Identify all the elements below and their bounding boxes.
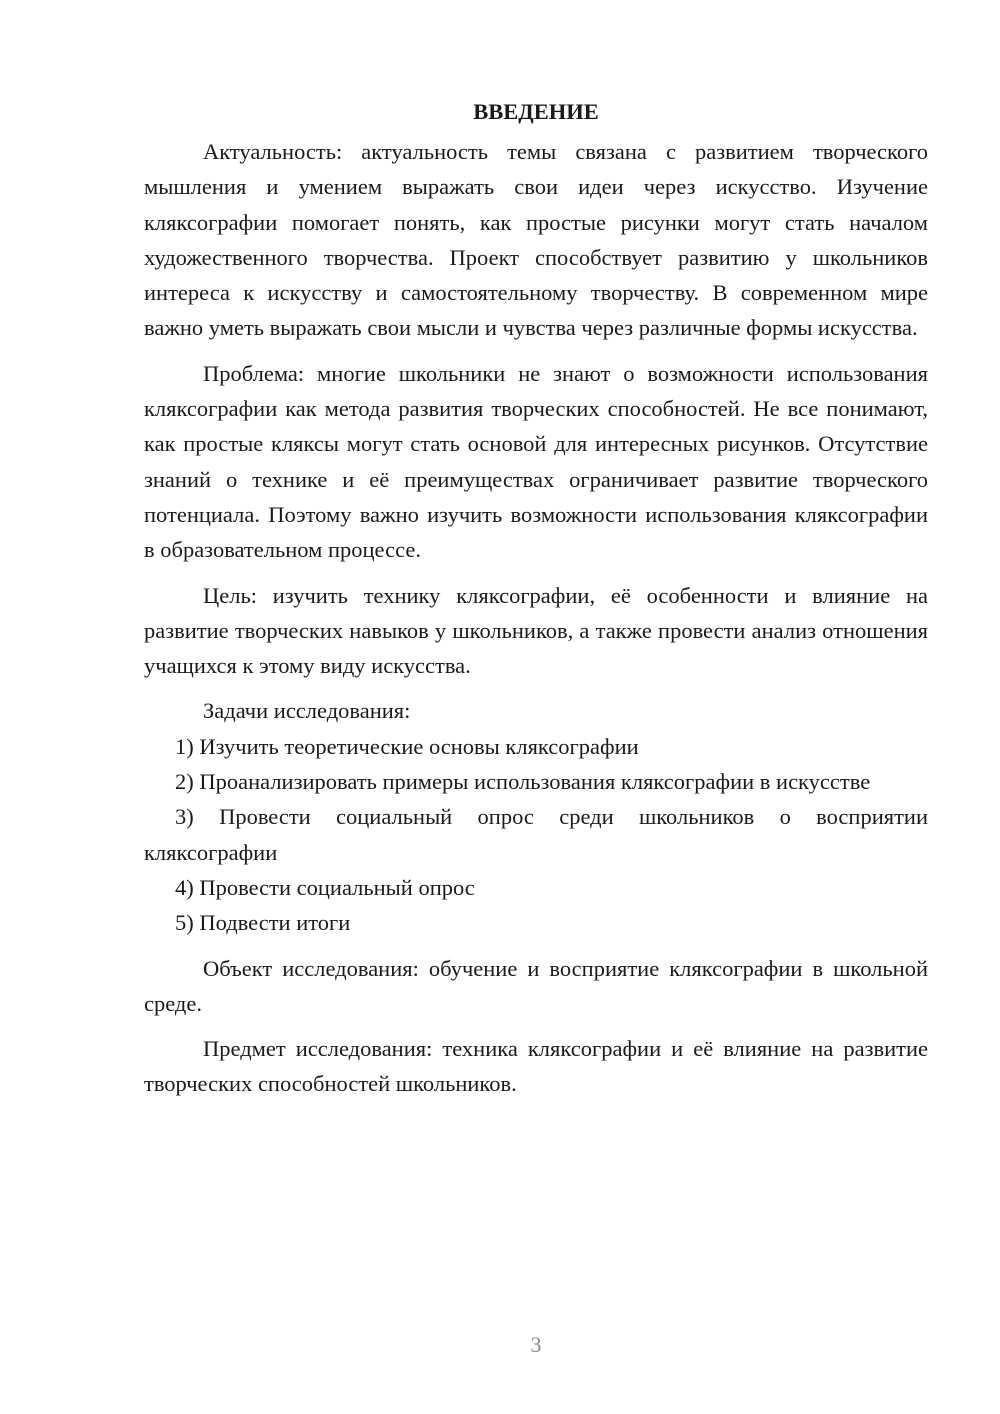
subject-paragraph: Предмет исследования: техника кляксографии и её влияние на развитие творческих способностей школьников.	[144, 1036, 928, 1097]
task-item-3: 3) Провести социальный опрос среди школьников о восприятии кляксографии	[144, 804, 928, 865]
task-item-4: 4) Провести социальный опрос	[175, 874, 475, 900]
page-number: 3	[530, 1332, 542, 1357]
goal-paragraph: Цель: изучить технику кляксографии, её особенности и влияние на развитие творческих навыков у школьников, а также провести анализ отношения учащихся к этому виду искусства.	[144, 582, 928, 679]
tasks-list	[144, 729, 928, 941]
relevance-paragraph: Актуальность: актуальность темы связана с развитием творческого мышления и умением выражать свои идеи через искусство. Изучение кляксографии помогает понять, как простые рисунки могут стать началом художественного творчества. Проект способствует развитию у школьников интереса к искусству и самостоятельному творчеству. В современном мире важно уметь выражать свои мысли и чувства через различные формы искусства.	[144, 139, 928, 341]
task-item-2: 2) Проанализировать примеры использования кляксографии в искусстве	[175, 769, 871, 795]
task-item-1: 1) Изучить теоретические основы кляксографии	[175, 733, 639, 759]
problem-paragraph: Проблема: многие школьники не знают о возможности использования кляксографии как метода развития творческих способностей. Не все понимают, как простые кляксы могут стать основой для интересных рисунков. Отсутствие знаний о технике и её преимуществах ограничивает развитие творческого потенциала. Поэтому важно изучить возможности использования кляксографии в образовательном процессе.	[144, 360, 928, 563]
object-paragraph: Объект исследования: обучение и восприятие кляксографии в школьной среде.	[144, 955, 928, 1016]
page-content	[144, 94, 928, 1102]
page-title: ВВЕДЕНИЕ	[473, 99, 599, 124]
tasks-heading: Задачи исследования:	[203, 698, 411, 724]
task-item-5: 5) Подвести итоги	[175, 910, 351, 936]
